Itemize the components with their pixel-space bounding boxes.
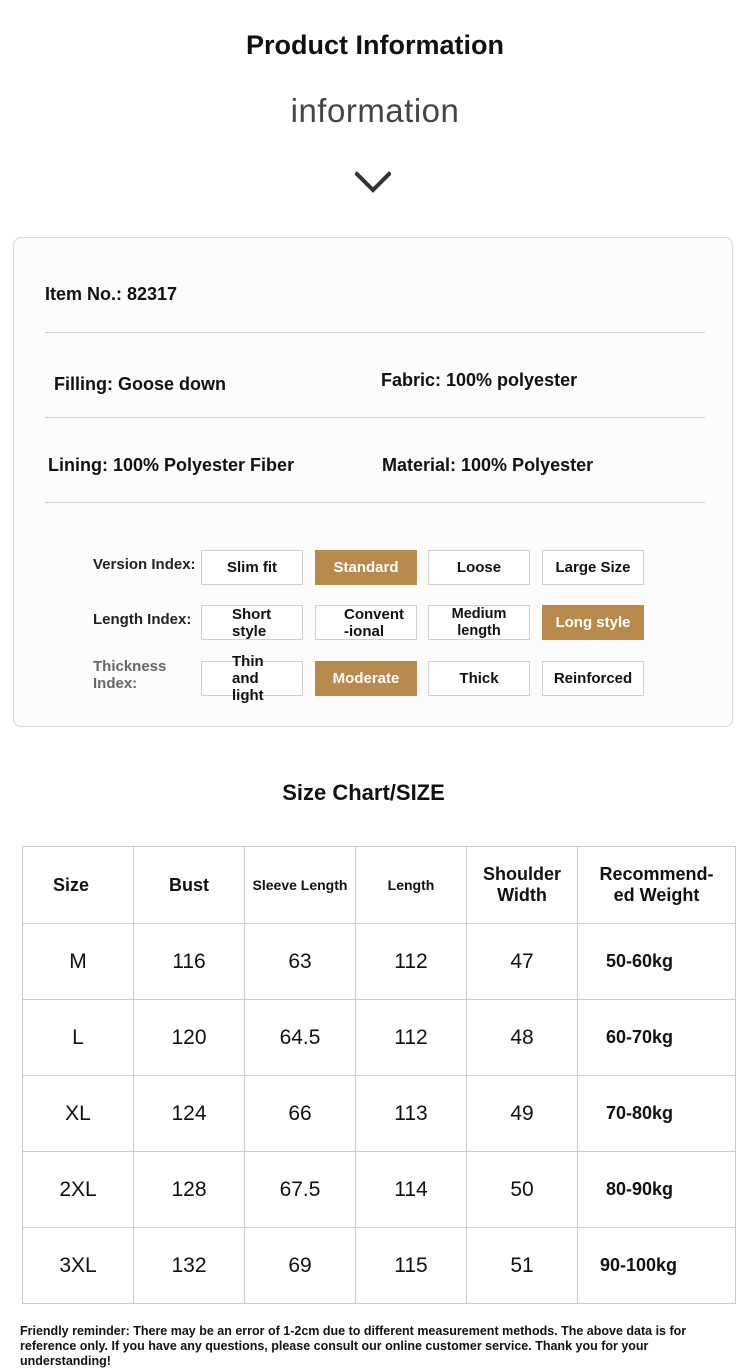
thickness-index-label: Thickness Index: [93,658,167,692]
item-number: Item No.: 82317 [45,284,178,304]
header-size: Size [23,847,134,924]
cell-weight: 80-90kg [578,1152,736,1228]
cell-weight: 60-70kg [578,1000,736,1076]
cell-bust: 132 [134,1228,245,1304]
divider [45,332,705,333]
thickness-option-moderate: Moderate [315,661,417,696]
thickness-option-thick: Thick [428,661,530,696]
thickness-option-thin [201,653,303,704]
cell-sleeve-length: 67.5 [245,1152,356,1228]
cell-bust: 120 [134,1000,245,1076]
length-index-label: Length Index: [93,611,192,628]
header-recommended-weight-text: Recommend-ed Weight [599,864,714,905]
friendly-reminder: Friendly reminder: There may be an error of 1-2cm due to different measurement methods. The above data is for reference only. If you have any questions, please consult our online customer service. Thank you for your understanding! [20,1324,687,1368]
length-option-long: Long style [542,605,644,640]
cell-length: 115 [356,1228,467,1304]
cell-sleeve-length: 69 [245,1228,356,1304]
table-row [23,1152,736,1228]
length-option-short-text: Short style [232,605,272,640]
cell-length: 114 [356,1152,467,1228]
cell-sleeve-length: 63 [245,924,356,1000]
divider [45,417,705,418]
table-row [23,924,736,1000]
header-recommended-weight [578,847,736,924]
header-sleeve-length: Sleeve Length [245,847,356,924]
cell-shoulder-width: 51 [467,1228,578,1304]
page-title: Product Information [246,30,504,60]
header-shoulder-width-text: Shoulder Width [482,864,561,905]
table-row [23,1076,736,1152]
version-option-slim-fit: Slim fit [201,550,303,585]
material-info: Material: 100% Polyester [382,455,594,475]
page-subtitle: information [290,92,460,129]
length-option-conventional-text: Convent-ional [344,605,404,640]
lining-info: Lining: 100% Polyester Fiber [48,455,295,475]
table-header-row [23,847,736,924]
cell-size: 2XL [23,1152,134,1228]
cell-shoulder-width: 48 [467,1000,578,1076]
header-bust: Bust [134,847,245,924]
cell-sleeve-length: 66 [245,1076,356,1152]
size-chart-title: Size Chart/SIZE [282,780,445,805]
table-row [23,1228,736,1304]
cell-shoulder-width: 49 [467,1076,578,1152]
chevron-down-icon [355,170,391,194]
cell-sleeve-length: 64.5 [245,1000,356,1076]
version-option-standard: Standard [315,550,417,585]
cell-length: 113 [356,1076,467,1152]
length-option-short [201,605,303,640]
cell-length: 112 [356,924,467,1000]
header-length: Length [356,847,467,924]
cell-bust: 124 [134,1076,245,1152]
thickness-option-thin-text: Thin and light [232,653,264,704]
cell-shoulder-width: 50 [467,1152,578,1228]
length-option-conventional [315,605,417,640]
product-info-card [13,237,733,727]
cell-size: 3XL [23,1228,134,1304]
size-table [22,846,736,1304]
filling-info: Filling: Goose down [54,374,226,394]
cell-weight: 70-80kg [578,1076,736,1152]
length-option-medium: Medium length [428,605,530,640]
cell-bust: 128 [134,1152,245,1228]
version-option-large-size: Large Size [542,550,644,585]
fabric-info: Fabric: 100% polyester [381,370,578,390]
cell-size: L [23,1000,134,1076]
header-shoulder-width [467,847,578,924]
cell-weight: 90-100kg [578,1228,736,1304]
divider [45,502,705,503]
version-option-loose: Loose [428,550,530,585]
cell-bust: 116 [134,924,245,1000]
cell-size: XL [23,1076,134,1152]
cell-size: M [23,924,134,1000]
table-row [23,1000,736,1076]
version-index-label: Version Index: [93,556,196,573]
cell-length: 112 [356,1000,467,1076]
cell-shoulder-width: 47 [467,924,578,1000]
thickness-option-reinforced: Reinforced [542,661,644,696]
cell-weight: 50-60kg [578,924,736,1000]
